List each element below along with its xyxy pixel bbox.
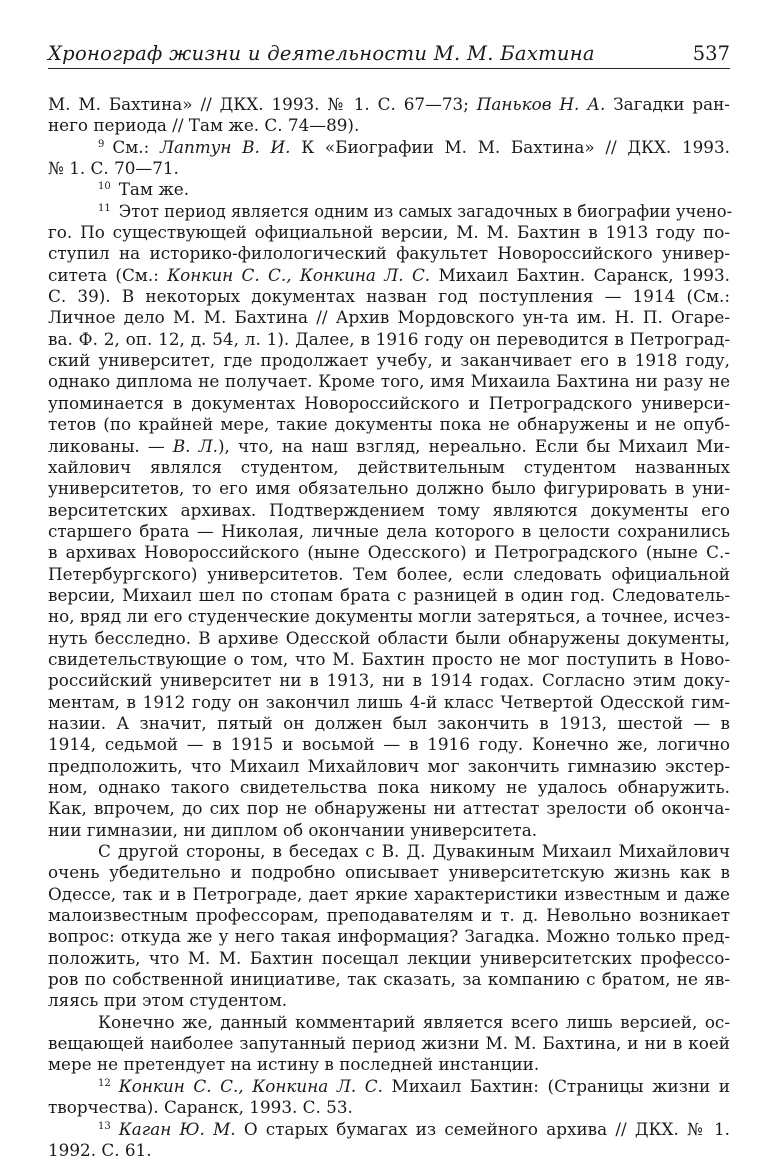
text-span: М. М. Бахтина» // ДКХ. 1993. № 1. С. 67—73; <box>48 94 477 114</box>
text-line <box>48 798 730 819</box>
text-line <box>48 158 730 179</box>
text-line <box>48 414 730 435</box>
text-line <box>48 371 730 392</box>
text-line <box>48 243 730 264</box>
footnotes-text <box>48 94 733 1161</box>
running-header <box>48 40 730 69</box>
text-span: верситетских архивах. Подтверждением тому являются документы его <box>48 499 730 520</box>
text-line <box>48 1054 730 1075</box>
text-span: Петербургского) университетов. Тем более, если следовать официальной <box>48 563 730 584</box>
text-span: упоминается в документах Новороссийского и Петроградского универси- <box>48 392 730 413</box>
text-span: ситета (См.: <box>48 264 168 285</box>
text-line <box>48 649 730 670</box>
text-span: 1992. С. 61. <box>48 1139 152 1160</box>
text-span: Михаил Бахтин: (Страницы жизни и <box>382 1075 730 1096</box>
text-span: Там же. <box>118 179 190 200</box>
author-name-italic: Конкин С. С., Конкина Л. С. <box>118 1075 383 1096</box>
text-span: Загадки ран- <box>605 94 730 114</box>
text-line <box>48 564 730 585</box>
footnote-number: 10 <box>98 181 111 193</box>
footnote-number: 13 <box>98 1120 111 1132</box>
text-span: ров по собственной инициативе, так сказать, за компанию с братом, не яв- <box>48 969 730 990</box>
text-span: университетов, то его имя обязательно должно было фигурировать в уни- <box>48 478 730 499</box>
author-name-italic: Конкин С. С., Конкина Л. С. <box>167 264 431 285</box>
text-span: ликованы. — <box>48 435 173 456</box>
text-span: него периода // Там же. С. 74—89). <box>48 115 360 136</box>
text-line <box>48 1097 730 1118</box>
text-span: хайлович являлся студентом, действительным студентом названных <box>48 456 730 477</box>
text-line <box>48 713 730 734</box>
text-span: очень убедительно и подробно описывает университетскую жизнь как в <box>48 862 730 883</box>
text-line <box>48 1012 730 1033</box>
text-line <box>48 286 730 307</box>
text-line <box>48 222 730 243</box>
text-line <box>48 926 730 947</box>
text-line <box>48 350 730 371</box>
text-line <box>48 542 730 563</box>
text-span: малоизвестным профессорам, преподавателям и т. д. Невольно возникает <box>48 905 730 926</box>
text-span: нуть бесследно. В архиве Одесской области были обнаружены документы, <box>48 627 730 648</box>
text-span: Конечно же, данный комментарий является всего лишь версией, ос- <box>98 1011 730 1032</box>
text-line <box>48 1119 730 1140</box>
text-span: ва. Ф. 2, оп. 12, д. 54, л. 1). Далее, в 1916 году он переводится в Петроград- <box>48 328 730 349</box>
text-line <box>48 841 730 862</box>
text-line <box>48 734 730 755</box>
text-line <box>48 692 730 713</box>
text-line <box>48 201 733 222</box>
author-name-italic: Лаптун В. И. <box>159 136 291 157</box>
text-line <box>48 94 730 115</box>
text-span: нии гимназии, ни диплом об окончании университета. <box>48 819 538 840</box>
author-name-italic: Паньков Н. А. <box>476 94 606 114</box>
text-line <box>48 585 730 606</box>
text-line <box>48 521 730 542</box>
text-line <box>48 862 730 883</box>
text-line <box>48 457 730 478</box>
text-span: предположить, что Михаил Михайлович мог закончить гимназию экстер- <box>48 755 730 776</box>
text-span: творчества). Саранск, 1993. С. 53. <box>48 1097 353 1118</box>
text-line <box>48 393 730 414</box>
text-span: Как, впрочем, до сих пор не обнаружены ни аттестат зрелости об оконча- <box>48 798 730 819</box>
author-name-italic: Каган Ю. М. <box>118 1118 236 1139</box>
text-line <box>48 436 730 457</box>
text-line <box>48 820 730 841</box>
text-line <box>48 606 730 627</box>
text-span: ляясь при этом студентом. <box>48 990 288 1011</box>
text-span: ном, однако такого свидетельства пока никому не удалось обнаружить. <box>48 777 730 797</box>
text-span: старшего брата — Николая, личные дела которого в целости сохранились <box>48 520 730 541</box>
text-line <box>48 500 730 521</box>
text-line <box>48 478 730 499</box>
page-number: 537 <box>692 42 730 65</box>
text-line <box>48 137 730 158</box>
footnote-number: 11 <box>98 202 111 214</box>
author-name-italic: В. Л. <box>172 435 218 456</box>
text-span: Одессе, так и в Петрограде, дает яркие характеристики известным и даже <box>48 883 730 904</box>
text-line <box>48 990 730 1011</box>
text-line <box>48 307 730 328</box>
text-span: но, вряд ли его студенческие документы могли затеряться, а точнее, исчез- <box>48 606 730 627</box>
text-span: С другой стороны, в беседах с В. Д. Дувакиным Михаил Михайлович <box>98 841 730 862</box>
text-span: вопрос: откуда же у него такая информация? Загадка. Можно только пред- <box>48 926 730 947</box>
text-span: ский университет, где продолжает учебу, и заканчивает его в 1918 году, <box>48 350 730 371</box>
text-span: № 1. С. 70—71. <box>48 158 179 179</box>
text-span: ментам, в 1912 году он закончил лишь 4-й класс Четвертой Одесской гим- <box>48 691 730 712</box>
text-span: го. По существующей официальной версии, М. М. Бахтин в 1913 году по- <box>48 222 730 243</box>
text-line <box>48 905 730 926</box>
running-title: Хронограф жизни и деятельности М. М. Бахтина <box>48 42 595 65</box>
text-line <box>48 777 730 798</box>
text-span: однако диплома не получает. Кроме того, имя Михаила Бахтина ни разу не <box>48 371 730 392</box>
text-span: ступил на историко-филологический факультет Новороссийского универ- <box>48 243 730 264</box>
text-span: назии. А значит, пятый он должен был закончить в 1913, шестой — в <box>48 712 730 733</box>
text-line <box>48 1076 730 1097</box>
text-span: ), что, на наш взгляд, нереально. Если бы Михаил Ми- <box>217 435 730 456</box>
text-span: С. 39). В некоторых документах назван год поступления — 1914 (См.: <box>48 286 730 307</box>
text-line <box>48 1033 730 1054</box>
text-span: свидетельствующие о том, что М. Бахтин просто не мог поступить в Ново- <box>48 648 730 669</box>
text-line <box>48 884 730 905</box>
text-span: вещающей наиболее запутанный период жизни М. М. Бахтина, и ни в коей <box>48 1033 730 1054</box>
text-line <box>48 628 730 649</box>
text-line <box>48 115 730 136</box>
text-span: в архивах Новороссийского (ныне Одесского) и Петроградского (ныне С.- <box>48 542 730 563</box>
text-span: положить, что М. М. Бахтин посещал лекции университетских профессо- <box>48 947 730 968</box>
text-line <box>48 948 730 969</box>
text-span: Этот период является одним из самых загадочных в биографии учено- <box>118 201 733 221</box>
text-span: российский университет ни в 1913, ни в 1914 годах. Согласно этим доку- <box>48 670 730 691</box>
text-line <box>48 1140 730 1161</box>
text-line <box>48 329 730 350</box>
text-line <box>48 179 730 200</box>
text-span: версии, Михаил шел по стопам брата с разницей в один год. Следователь- <box>48 584 730 605</box>
text-span: Михаил Бахтин. Саранск, 1993. <box>430 264 730 285</box>
text-line <box>48 756 730 777</box>
text-span: Личное дело М. М. Бахтина // Архив Мордовского ун-та им. Н. П. Огаре- <box>48 307 730 328</box>
footnote-number: 12 <box>98 1077 111 1089</box>
text-line <box>48 969 730 990</box>
text-span: 1914, седьмой — в 1915 и восьмой — в 1916 году. Конечно же, логично <box>48 734 730 755</box>
text-span: См.: <box>112 136 160 157</box>
text-line <box>48 265 730 286</box>
text-line <box>48 670 730 691</box>
footnote-number: 9 <box>98 138 105 150</box>
text-span: мере не претендует на истину в последней инстанции. <box>48 1054 540 1075</box>
text-span: О старых бумагах из семейного архива // ДКХ. № 1. <box>235 1118 731 1139</box>
text-span: тетов (по крайней мере, такие документы пока не обнаружены и не опуб- <box>48 414 730 435</box>
text-span: К «Биографии М. М. Бахтина» // ДКХ. 1993. <box>290 136 730 157</box>
